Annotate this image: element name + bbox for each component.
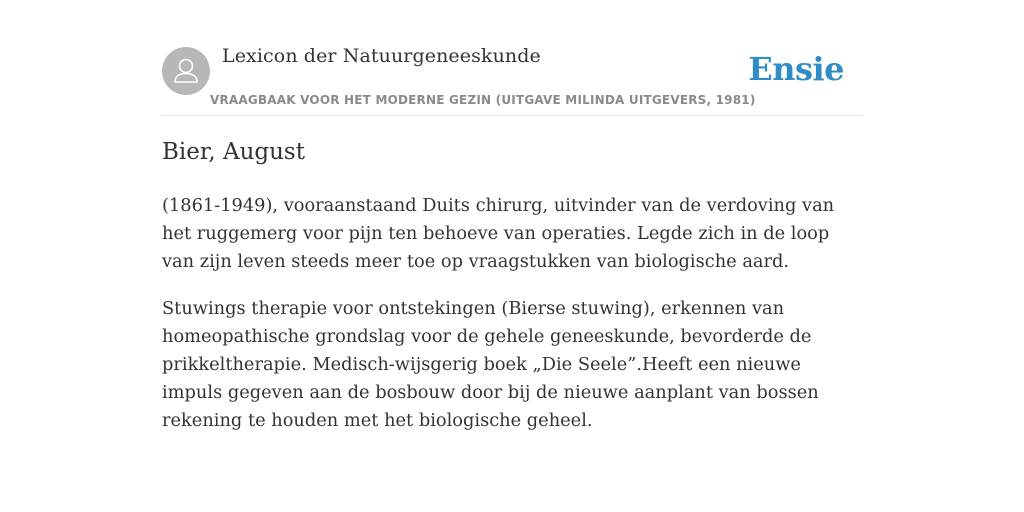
entry-paragraph: (1861-1949), vooraanstaand Duits chirurg, uitvinder van de verdoving van het ruggemerg voor pijn ten behoeve van operaties. Legde zich in de loop van zijn leven steeds meer toe op vraagstukken van biologische aard. [162,195,835,272]
user-avatar-icon [162,47,210,95]
entry-body [162,192,862,454]
entry-title: Bier, August [162,139,305,165]
header [162,0,862,116]
entry-paragraph: Stuwings therapie voor ontstekingen (Bierse stuwing), erkennen van homeopathische grondslag voor de gehele geneeskunde, bevorderde de prikkeltherapie. Medisch-wijsgerig boek „Die Seele”.Heeft een nieuwe impuls gegeven aan de bosbouw door bij de nieuwe aanplant van bossen rekening te houden met het biologische geheel. [162,298,819,431]
brand-logo[interactable]: Ensie [748,50,844,88]
avatar[interactable] [162,47,210,95]
page [162,0,862,512]
source-line: VRAAGBAAK VOOR HET MODERNE GEZIN (UITGAVE MILINDA UITGEVERS, 1981) [210,93,756,107]
book-title-link[interactable]: Lexicon der Natuurgeneeskunde [222,45,541,67]
